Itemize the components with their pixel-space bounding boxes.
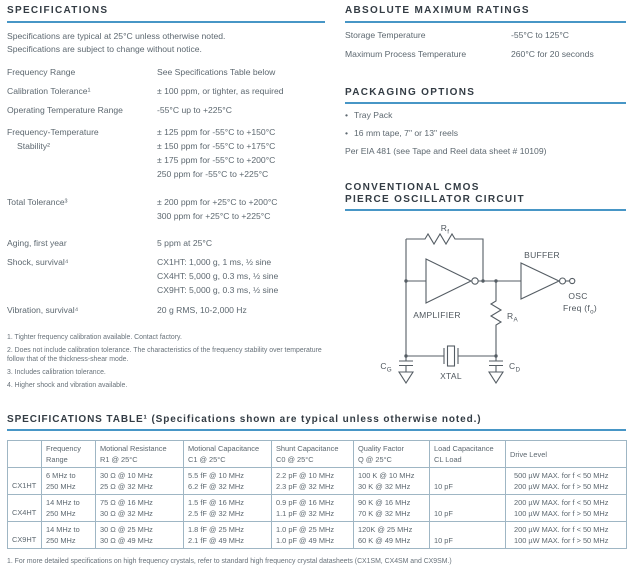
spec-row-frequency-range: [7, 65, 325, 79]
cell-shunt-capacitance: 1.0 pF @ 25 MHz 1.0 pF @ 49 MHz: [272, 522, 354, 549]
cd-ground-symbol: [489, 372, 503, 383]
ra-resistor: [491, 281, 501, 356]
amr-label: Storage Temperature: [345, 29, 426, 40]
packaging-bullet-tray-pack: [345, 109, 626, 122]
cell-frequency-range: 14 MHz to 250 MHz: [42, 522, 96, 549]
packaging-options-title: PACKAGING OPTIONS: [345, 87, 626, 105]
cell-shunt-capacitance: 0.9 pF @ 16 MHz 1.1 pF @ 32 MHz: [272, 495, 354, 522]
spec-value: ± 125 ppm for -55°C to +150°C: [157, 126, 276, 137]
spec-label: Operating Temperature Range: [7, 104, 123, 115]
model-cell: CX1HT: [8, 468, 42, 495]
cell-load-capacitance: 10 pF: [430, 522, 506, 549]
cell-motional-capacitance: 1.5 fF @ 16 MHz 2.5 fF @ 32 MHz: [184, 495, 272, 522]
cg-ground-symbol: [399, 372, 413, 383]
spec-row-total-tolerance: [7, 195, 325, 223]
spec-label: Vibration, survival⁴: [7, 304, 79, 315]
cell-quality-factor: 120K @ 25 MHz 60 K @ 49 MHz: [354, 522, 430, 549]
specifications-table-title: [7, 414, 626, 431]
header-frequency-range: Frequency Range: [42, 441, 96, 468]
cg-label: $C_G$: [380, 361, 392, 374]
specifications-title: SPECIFICATIONS: [7, 5, 325, 23]
specifications-intro: [7, 30, 325, 56]
cell-motional-resistance: 75 Ω @ 16 MHz 30 Ω @ 32 MHz: [96, 495, 184, 522]
amplifier-inverting-bubble: [472, 278, 478, 284]
cell-frequency-range: 14 MHz to 250 MHz: [42, 495, 96, 522]
model-cell: CX9HT: [8, 522, 42, 549]
table-row-cx4ht: [8, 495, 627, 522]
freq-label: Freq $(f_o)$: [562, 303, 598, 316]
osc-label: OSC: [568, 291, 588, 301]
cg-capacitor: [399, 356, 413, 372]
spec-row-calibration-tolerance: [7, 84, 325, 98]
model-cell: CX4HT: [8, 495, 42, 522]
spec-row-vibration: [7, 303, 325, 317]
packaging-bullet-tape-reels: [345, 127, 626, 140]
header-quality-factor: Quality Factor Q @ 25°C: [354, 441, 430, 468]
amr-value: 260°C for 20 seconds: [511, 48, 594, 59]
packaging-options-section: [345, 87, 626, 159]
spec-value: CX4HT: 5,000 g, 0.3 ms, ½ sine: [157, 270, 279, 281]
specifications-section: [7, 5, 325, 398]
cd-label: $C_D$: [509, 361, 521, 374]
intro-line-1: Specifications are typical at 25°C unless otherwise noted.: [7, 30, 226, 41]
node-dot: [494, 354, 497, 357]
amplifier-label: AMPLIFIER: [413, 310, 461, 320]
amr-row-storage-temperature: [345, 29, 626, 42]
header-motional-resistance: Motional Resistance R1 @ 25°C: [96, 441, 184, 468]
amr-value: -55°C to 125°C: [511, 29, 569, 40]
node-dot: [404, 279, 407, 282]
spec-label-line-2: Stability²: [17, 140, 50, 151]
cell-motional-resistance: 30 Ω @ 25 MHz 30 Ω @ 49 MHz: [96, 522, 184, 549]
rf-label: $R_f$: [440, 223, 450, 236]
spec-value: CX1HT: 1,000 g, 1 ms, ½ sine: [157, 256, 272, 267]
spec-row-shock: [7, 255, 325, 297]
header-motional-capacitance: Motional Capacitance C1 @ 25°C: [184, 441, 272, 468]
cell-drive-level: 500 µW MAX. for f < 50 MHz 200 µW MAX. for f > 50 MHz: [506, 468, 627, 495]
buffer-bubble: [560, 278, 566, 284]
spec-label: Shock, survival⁴: [7, 256, 69, 267]
specifications-table-section: [7, 414, 626, 565]
cell-drive-level: 200 µW MAX. for f < 50 MHz 100 µW MAX. for f > 50 MHz: [506, 522, 627, 549]
oscillator-circuit-section: [345, 182, 626, 398]
node-dot: [494, 279, 497, 282]
table-title-text: SPECIFICATIONS TABLE¹: [7, 414, 148, 425]
table-title-note: (Specifications shown are typical unless otherwise noted.): [151, 414, 482, 425]
spec-label: Aging, first year: [7, 237, 67, 248]
right-column: [345, 5, 626, 398]
node-dot: [404, 354, 407, 357]
cell-motional-capacitance: 1.8 fF @ 25 MHz 2.1 fF @ 49 MHz: [184, 522, 272, 549]
output-terminal: [570, 278, 575, 283]
spec-label: Frequency Range: [7, 66, 76, 77]
cell-frequency-range: 6 MHz to 250 MHz: [42, 468, 96, 495]
table-corner-cell: [8, 441, 42, 468]
top-columns: [7, 5, 626, 398]
spec-value: CX9HT: 5,000 g, 0.3 ms, ½ sine: [157, 284, 279, 295]
footnote-2: 2. Does not include calibration tolerance. The characteristics of the frequency stability over temperature follow that of the thickness-shear mode.: [7, 346, 322, 363]
spec-value: 250 ppm for -55°C to +225°C: [157, 168, 269, 179]
absolute-maximum-ratings-section: [345, 5, 626, 61]
specifications-footnotes: [7, 333, 325, 391]
spec-value: 5 ppm at 25°C: [157, 237, 213, 248]
ra-label: $R_A$: [507, 311, 518, 324]
cell-motional-capacitance: 5.5 fF @ 10 MHz 6.2 fF @ 32 MHz: [184, 468, 272, 495]
header-shunt-capacitance: Shunt Capacitance C0 @ 25°C: [272, 441, 354, 468]
footnote-4: 4. Higher shock and vibration available.: [7, 382, 128, 389]
spec-value: 300 ppm for +25°C to +225°C: [157, 210, 271, 221]
header-drive-level: Drive Level: [506, 441, 627, 468]
bullet-icon: [345, 128, 354, 138]
buffer-label: BUFFER: [524, 250, 560, 260]
spec-label: Total Tolerance³: [7, 196, 68, 207]
bullet-icon: [345, 110, 354, 120]
spec-value: ± 175 ppm for -55°C to +200°C: [157, 154, 276, 165]
buffer-triangle: [521, 263, 559, 299]
cd-capacitor: [489, 356, 503, 372]
spec-value: ± 200 ppm for +25°C to +200°C: [157, 196, 278, 207]
packaging-bullet-label: Tray Pack: [354, 110, 393, 120]
cell-quality-factor: 100 K @ 10 MHz 30 K @ 32 MHz: [354, 468, 430, 495]
footnote-3: 3. Includes calibration tolerance.: [7, 369, 106, 376]
spec-value: ± 150 ppm for -55°C to +175°C: [157, 140, 276, 151]
spec-label: Calibration Tolerance¹: [7, 85, 91, 96]
amr-row-process-temperature: [345, 48, 626, 61]
oscillator-circuit-title: [345, 182, 626, 211]
cell-quality-factor: 90 K @ 16 MHz 70 K @ 32 MHz: [354, 495, 430, 522]
header-load-capacitance: Load Capacitance CL Load: [430, 441, 506, 468]
packaging-bullet-label: 16 mm tape, 7" or 13" reels: [354, 128, 459, 138]
spec-value: 20 g RMS, 10-2,000 Hz: [157, 304, 247, 315]
spec-row-operating-temperature: [7, 103, 325, 117]
xtal-plates: [444, 348, 458, 364]
xtal-label: XTAL: [440, 371, 462, 381]
spec-value: ± 100 ppm, or tighter, as required: [157, 85, 284, 96]
spec-row-freq-temp-stability: [7, 125, 325, 181]
node-dot: [481, 279, 484, 282]
table-row-cx9ht: [8, 522, 627, 549]
specifications-table: [7, 440, 627, 549]
cell-drive-level: 200 µW MAX. for f < 50 MHz 100 µW MAX. for f > 50 MHz: [506, 495, 627, 522]
amr-label: Maximum Process Temperature: [345, 48, 467, 59]
xtal-body: [448, 346, 455, 366]
spec-value: See Specifications Table below: [157, 66, 276, 77]
absolute-maximum-ratings-title: ABSOLUTE MAXIMUM RATINGS: [345, 5, 626, 23]
spec-row-aging: [7, 236, 325, 250]
cell-load-capacitance: 10 pF: [430, 495, 506, 522]
table-header-row: [8, 441, 627, 468]
footnote-1: 1. Tighter frequency calibration available. Contact factory.: [7, 333, 182, 341]
spec-value: -55°C up to +225°C: [157, 104, 232, 115]
spec-label-line-1: Frequency-Temperature: [7, 126, 99, 137]
cell-load-capacitance: 10 pF: [430, 468, 506, 495]
amplifier-triangle: [426, 259, 471, 303]
oscillator-circuit-title-line-2: PIERCE OSCILLATOR CIRCUIT: [345, 193, 525, 205]
table-footnote: 1. For more detailed specifications on high frequency crystals, refer to standard high frequency crystal datasheets (CX1SM, CX4SM and CX9SM.): [7, 558, 452, 565]
pierce-oscillator-circuit-diagram: [361, 221, 613, 393]
oscillator-circuit-title-line-1: CONVENTIONAL CMOS: [345, 182, 480, 193]
cell-shunt-capacitance: 2.2 pF @ 10 MHz 2.3 pF @ 32 MHz: [272, 468, 354, 495]
packaging-note: Per EIA 481 (see Tape and Reel data sheet # 10109): [345, 146, 547, 156]
intro-line-2: Specifications are subject to change without notice.: [7, 43, 202, 54]
feedback-resistor-wire: [406, 234, 483, 281]
table-row-cx1ht: [8, 468, 627, 495]
cell-motional-resistance: 30 Ω @ 10 MHz 25 Ω @ 32 MHz: [96, 468, 184, 495]
